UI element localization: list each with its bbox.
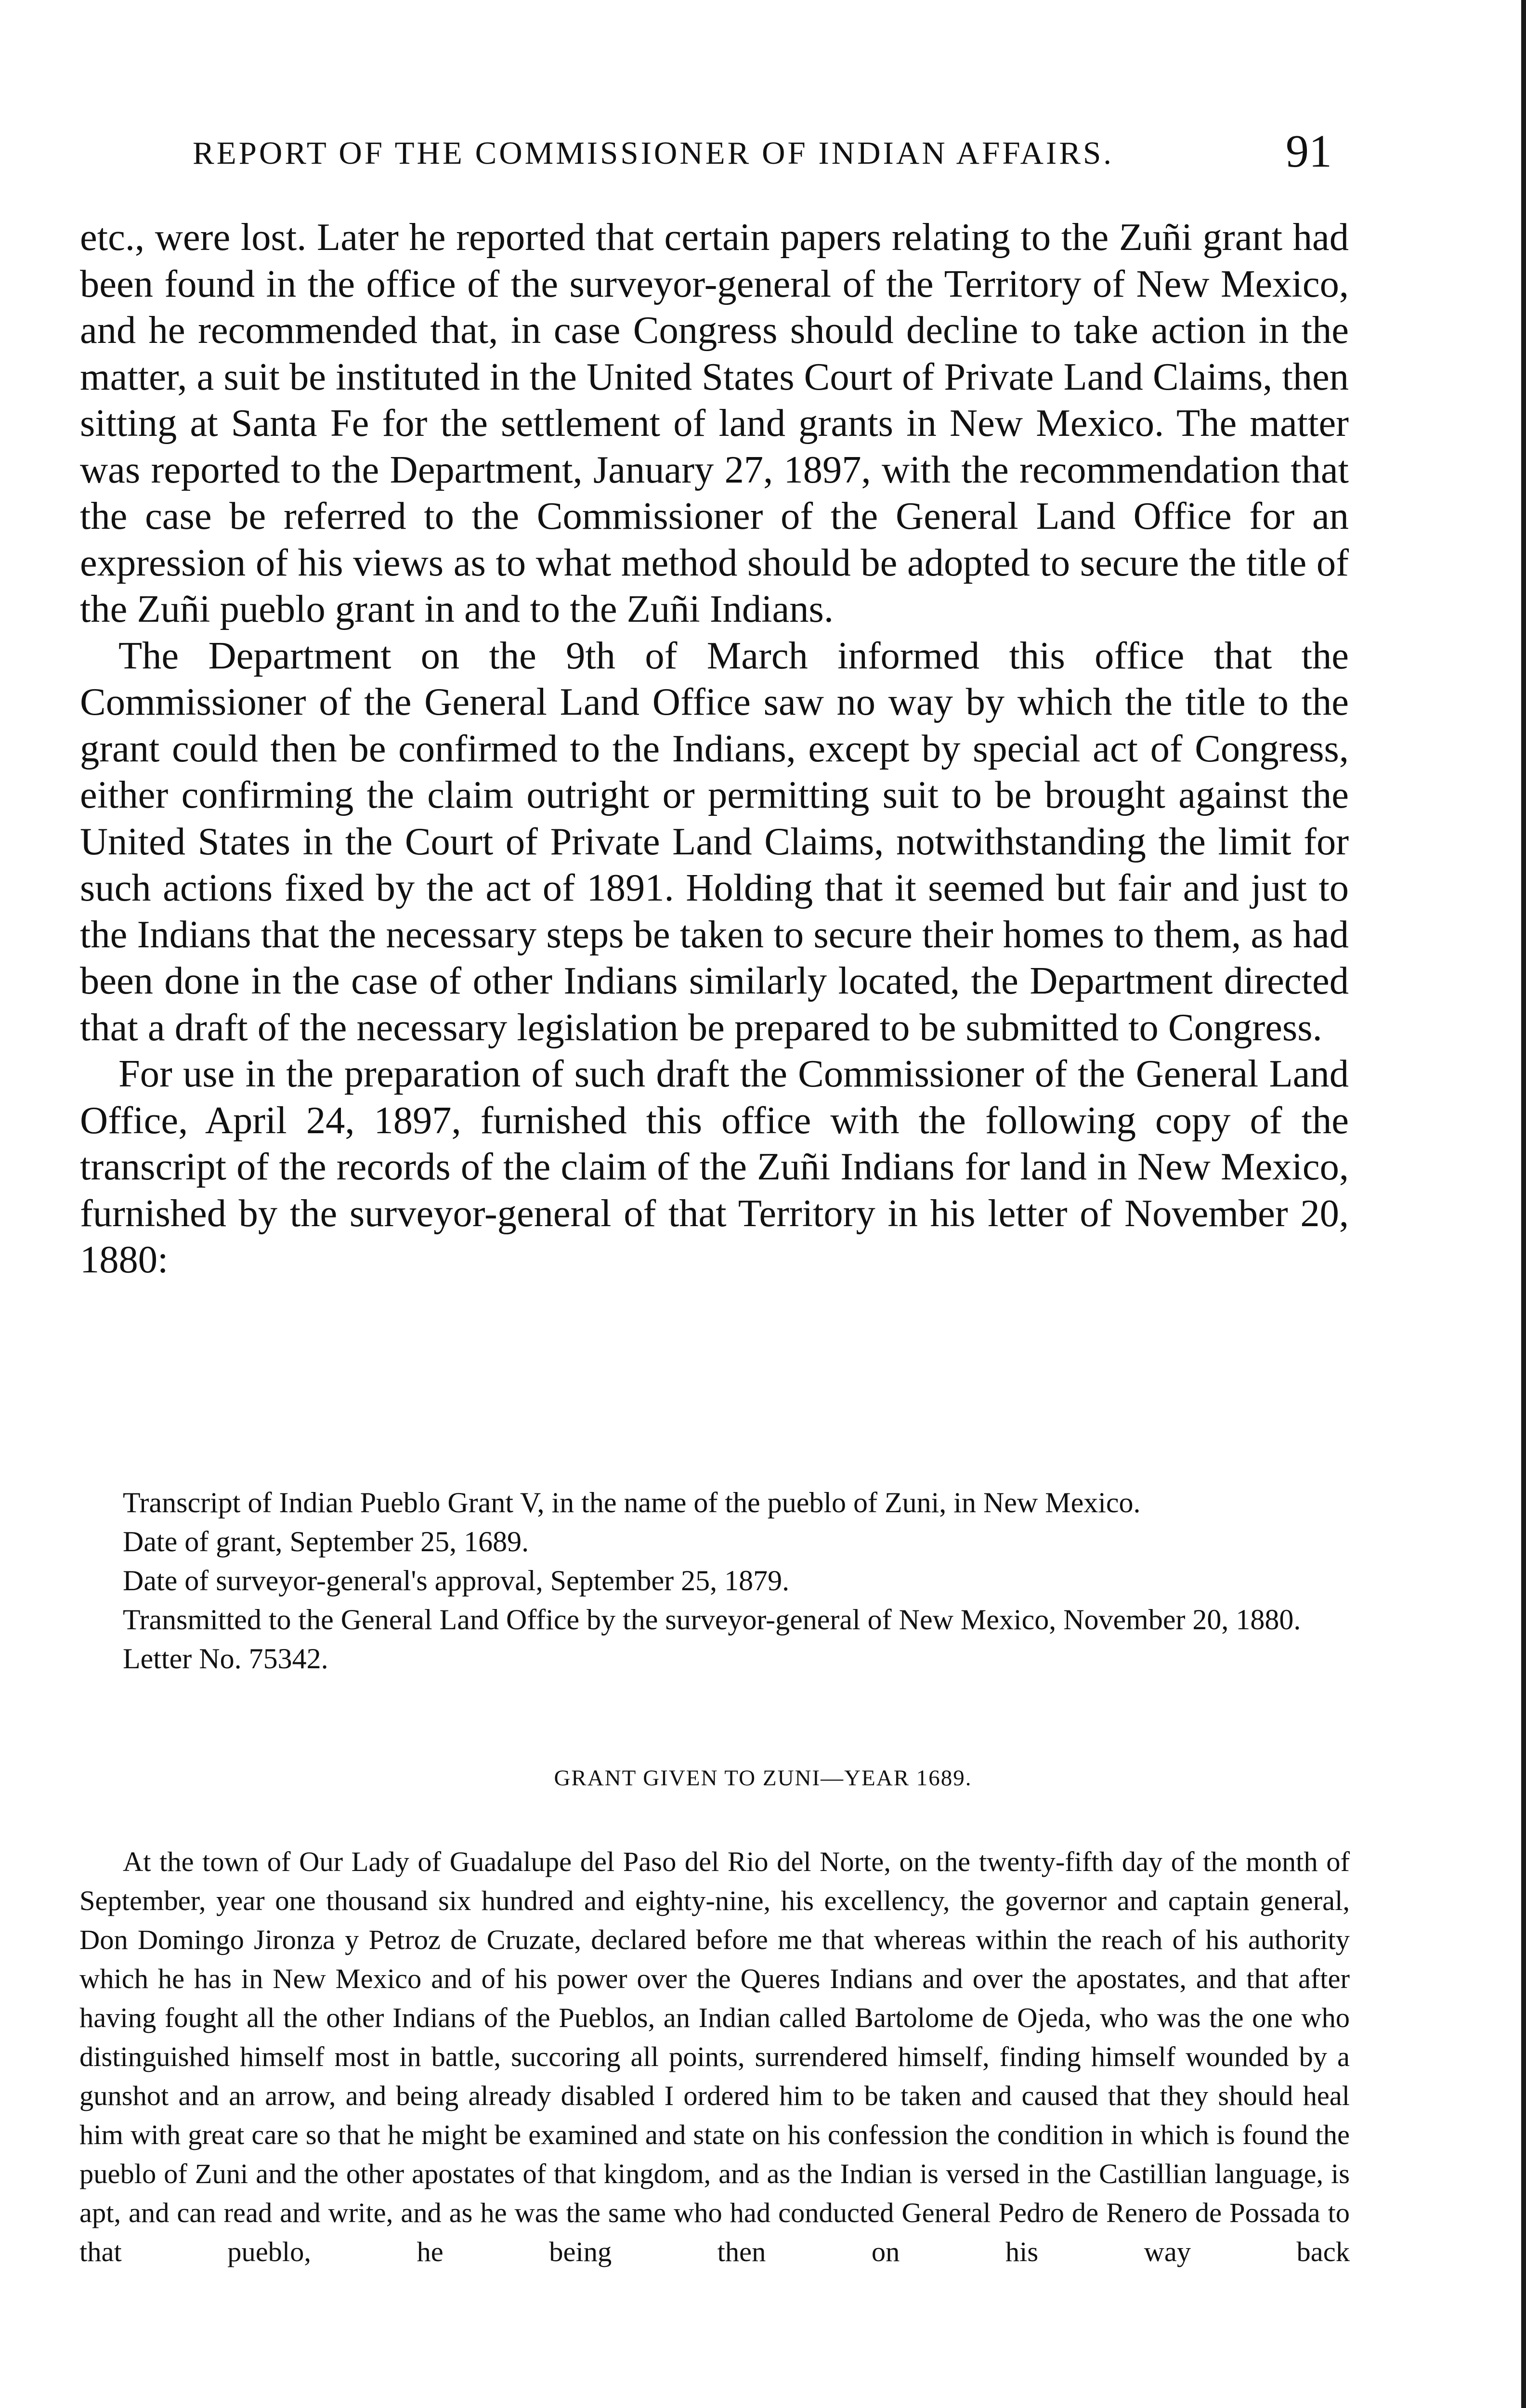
paragraph-3: For use in the preparation of such draft the Commissioner of the General Land Office, April 24, 1897, furnished this office with the following copy of the transcript of the records of the claim of the Zuñi Indians for land in New Mexico, furnished by the surveyor-general of that Territory in his letter of November 20, 1880: bbox=[80, 1052, 1349, 1281]
transcript-transmitted: Transmitted to the General Land Office by the surveyor-general of New Mexico, November 20, 1880. bbox=[123, 1604, 1301, 1636]
scan-edge bbox=[1521, 0, 1526, 2408]
paragraph-2: The Department on the 9th of March informed this office that the Commissioner of the General Land Office saw no way by which the title to the grant could then be confirmed to the Indians, except by special act of Congress, either confirming the claim outright or permitting suit to be brought against the United States in the Court of Private Land Claims, notwithstanding the limit for such actions fixed by the act of 1891. Holding that it seemed but fair and just to the Indians that the necessary steps be taken to secure their homes to them, as had been done in the case of other Indians similarly located, the Department directed that a draft of the necessary legislation be prepared to be submitted to Congress. bbox=[80, 634, 1349, 1049]
transcript-letter: Letter No. 75342. bbox=[123, 1643, 328, 1675]
page-number: 91 bbox=[1286, 125, 1332, 177]
running-title: REPORT OF THE COMMISSIONER OF INDIAN AFFAIRS. bbox=[193, 135, 1114, 171]
grant-heading: GRANT GIVEN TO ZUNI—YEAR 1689. bbox=[554, 1766, 972, 1791]
grant-paragraph: At the town of Our Lady of Guadalupe del Paso del Rio del Norte, on the twenty-fifth day of the month of September, year one thousand six hundred and eighty-nine, his excellency, the governor and captain general, Don Domingo Jironza y Petroz de Cruzate, declared before me that whereas within the reach of his authority which he has in New Mexico and of his power over the Queres Indians and over the apostates, and that after having fought all the other Indians of the Pueblos, an Indian called Bartolome de Ojeda, who was the one who distinguished himself most in battle, succoring all points, surrendered himself, finding himself wounded by a gunshot and an arrow, and being already disabled I ordered him to be taken and caused that they should heal him with great care so that he might be examined and state on his confession the condition in which is found the pueblo of Zuni and the other apostates of that kingdom, and as the Indian is versed in the Castillian language, is apt, and can read and write, and as he was the same who had conducted General Pedro de Renero de Possada to that pueblo, he being then on his way back bbox=[79, 1846, 1350, 2267]
transcript-date-of-grant: Date of grant, September 25, 1689. bbox=[123, 1526, 529, 1557]
transcript-block bbox=[77, 1483, 1351, 1678]
transcript-approval: Date of surveyor-general's approval, September 25, 1879. bbox=[123, 1565, 790, 1597]
transcript-title: Transcript of Indian Pueblo Grant V, in the name of the pueblo of Zuni, in New Mexico. bbox=[123, 1487, 1141, 1518]
grant-body bbox=[79, 1842, 1350, 2271]
main-body bbox=[80, 214, 1349, 1283]
paragraph-1: etc., were lost. Later he reported that certain papers relating to the Zuñi grant had been found in the office of the surveyor-general of the Territory of New Mexico, and he recommended that, in case Congress should decline to take action in the matter, a suit be instituted in the United States Court of Private Land Claims, then sitting at Santa Fe for the settlement of land grants in New Mexico. The matter was reported to the Department, January 27, 1897, with the recommendation that the case be referred to the Commissioner of the General Land Office for an expression of his views as to what method should be adopted to secure the title of the Zuñi pueblo grant in and to the Zuñi Indians. bbox=[80, 216, 1349, 630]
